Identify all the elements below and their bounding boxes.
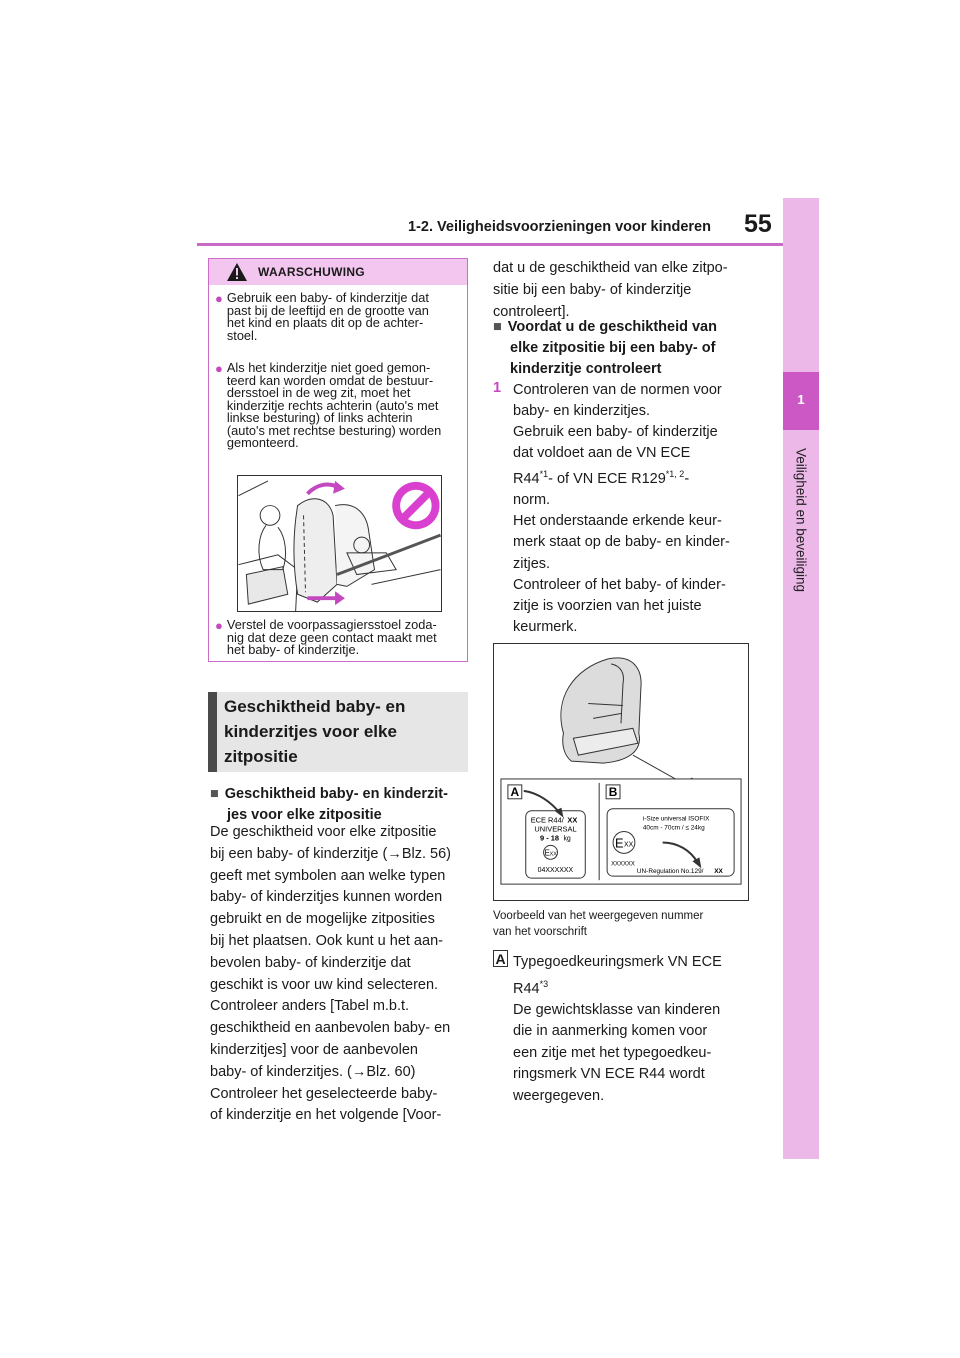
body-line: sitie bij een baby- of kinderzitje <box>493 281 692 298</box>
label-a-kg: kg <box>563 835 571 843</box>
body-line: baby- of kinderzitjes kunnen worden <box>210 889 443 906</box>
warning-text: kinderzitje rechts achterin (auto's met <box>226 397 439 413</box>
body-line: geschiktheid en aanbevolen baby- en <box>210 1020 451 1037</box>
callout-line <box>513 974 763 1000</box>
body-line: Controleer anders [Tabel m.b.t. <box>210 998 410 1015</box>
warning-text: linkse besturing) of links achterin <box>226 410 413 425</box>
bullet-icon: ● <box>215 361 223 376</box>
header-title: 1-2. Veiligheidsvoorzieningen voor kinderen <box>408 219 711 235</box>
caption-line: Voorbeeld van het weergegeven nummer <box>493 910 704 922</box>
label-b-e: E <box>615 835 624 851</box>
step-line: baby- en kinderzitjes. <box>513 403 651 420</box>
body-line: gebruikt en de mogelijke zitposities <box>210 911 435 928</box>
callout-a-text <box>513 952 763 1107</box>
footnote-ref: *1 <box>539 469 549 480</box>
body-line: dat u de geschiktheid van elke zitpo- <box>493 260 728 276</box>
step-line: Controleer of het baby- of kinder- <box>513 576 726 593</box>
figure-label-b: B <box>608 784 618 799</box>
body-line: baby- of kinderzitjes. (→Blz. 60) <box>210 1063 416 1080</box>
section-title-line: kinderzitjes voor elke <box>224 722 397 741</box>
chapter-side-strip <box>783 198 819 1159</box>
label-a-code: 04XXXXXX <box>537 867 574 875</box>
section-title-line: zitpositie <box>224 747 298 766</box>
step-line: merk staat op de baby- en kinder- <box>513 534 730 551</box>
body-line: bevolen baby- of kinderzitje dat <box>210 954 411 971</box>
callout-line: weergegeven. <box>513 1087 605 1104</box>
step-line: norm. <box>513 492 551 509</box>
approval-mark-figure <box>493 643 749 901</box>
label-a-line1: ECE R44/ <box>530 815 564 825</box>
step-text <box>513 380 763 638</box>
warning-text: Verstel de voorpassagiersstoel zoda- <box>226 617 437 632</box>
figure-caption <box>493 909 753 940</box>
caption-line: van het voorschrift <box>493 925 587 938</box>
body-line: of kinderzitje en het volgende [Voor- <box>210 1107 442 1124</box>
callout-line: Typegoedkeuringsmerk VN ECE <box>513 954 722 970</box>
step-line: zitje is voorzien van het juiste <box>513 597 702 614</box>
callout-label-a: A <box>493 950 508 967</box>
section-title <box>224 694 464 769</box>
body-line: controleert]. <box>493 303 570 320</box>
warning-text: stoel. <box>226 327 258 343</box>
right-intro-text <box>493 258 763 323</box>
label-b-regulation: UN-Regulation No.129/ <box>636 868 704 876</box>
body-line: De geschiktheid voor elke zitpositie <box>210 824 437 840</box>
left-body-text <box>210 822 470 1127</box>
warning-text: het kind en plaats dit op de achter- <box>226 315 424 330</box>
warning-text: teerd kan worden omdat de bestuur- <box>226 372 434 388</box>
page-number: 55 <box>744 210 772 238</box>
warning-item <box>215 362 465 450</box>
step-line: dat voldoet aan de VN ECE <box>513 445 691 462</box>
body-line: geschikt is voor uw kind selecteren. <box>210 976 439 993</box>
body-line: geeft met symbolen aan welke typen <box>210 867 446 884</box>
right-subheading <box>493 317 763 380</box>
callout-line: een zitje met het typegoedkeu- <box>513 1044 712 1061</box>
body-line: bij een baby- of kinderzitje (→Blz. 56) <box>210 845 451 862</box>
warning-text: het baby- of kinderzitje. <box>226 642 360 657</box>
callout-line: ringsmerk VN ECE R44 wordt <box>513 1066 705 1083</box>
label-b-exx: XX <box>623 841 634 849</box>
label-a-xx: XX <box>567 815 578 825</box>
footnote-ref: *1, 2 <box>665 469 685 480</box>
subheading-line: Voordat u de geschiktheid van <box>507 319 717 335</box>
warning-triangle-icon <box>226 262 248 282</box>
warning-text: past bij de leeftijd en de grootte van <box>226 302 429 318</box>
callout-line: De gewichtsklasse van kinderen <box>513 1001 721 1018</box>
subheading-line: elke zitpositie bij een baby- of <box>510 340 716 356</box>
label-a-weight: 9 - 18 <box>540 833 560 843</box>
warning-text: (auto's met rechtse besturing) worden <box>226 422 442 438</box>
step-line: Gebruik een baby- of kinderzitje <box>513 424 718 441</box>
bullet-icon: ● <box>215 291 223 306</box>
step-line: Het onderstaande erkende keur- <box>513 513 722 530</box>
label-a-line2: UNIVERSAL <box>534 824 577 834</box>
chapter-number: 1 <box>797 392 805 407</box>
label-a-e: E <box>544 848 550 858</box>
seat-conflict-illustration <box>237 475 442 612</box>
body-line: Controleer het geselecteerde baby- <box>210 1085 438 1102</box>
label-b-line1: i-Size universal ISOFIX <box>642 815 710 823</box>
standard-r44: R44 <box>513 471 540 488</box>
label-b-line2: 40cm - 70cm / ≤ 24kg <box>642 824 705 832</box>
step-number: 1 <box>493 380 502 396</box>
left-subheading <box>210 784 470 826</box>
step-line: zitjes. <box>513 555 551 572</box>
standard-r44: R44 <box>513 980 540 997</box>
header-rule <box>197 243 787 246</box>
step-line: Controleren van de normen voor <box>513 382 722 398</box>
warning-item <box>215 619 465 657</box>
square-bullet-icon: ■ <box>493 319 502 335</box>
body-line: bij het plaatsen. Ook kunt u het aan- <box>210 932 443 949</box>
section-title-line: Geschiktheid baby- en <box>224 697 406 716</box>
footnote-ref: *3 <box>539 978 549 989</box>
hyphen: - <box>684 471 690 488</box>
body-line: kinderzitjes] voor de aanbevolen <box>210 1041 418 1058</box>
warning-text: Als het kinderzitje niet goed gemon- <box>226 360 431 375</box>
warning-text: dersstoel in de weg zit, moet het <box>226 385 411 400</box>
figure-label-a: A <box>510 784 520 799</box>
label-a-exx: XX <box>549 851 557 858</box>
section-heading-bar <box>208 692 217 772</box>
warning-text: gemonteerd. <box>226 435 299 450</box>
bullet-icon: ● <box>215 618 223 633</box>
warning-text: nig dat deze geen contact maakt met <box>226 629 437 645</box>
subheading-line: Geschiktheid baby- en kinderzit- <box>224 786 448 802</box>
square-bullet-icon: ■ <box>210 786 219 802</box>
standard-r129: - of VN ECE R129 <box>548 471 666 488</box>
chapter-label: Veiligheid en beveiliging <box>793 447 809 593</box>
warning-title: WAARSCHUWING <box>258 265 365 279</box>
warning-text: Gebruik een baby- of kinderzitje dat <box>226 290 429 305</box>
step-line: keurmerk. <box>513 618 578 635</box>
subheading-line: kinderzitje controleert <box>510 361 662 377</box>
label-b-regulation-xx: XX <box>714 868 723 876</box>
warning-item <box>215 292 465 342</box>
subheading-line: jes voor elke zitpositie <box>227 807 382 823</box>
step-line <box>513 464 763 490</box>
callout-line: die in aanmerking komen voor <box>513 1023 708 1040</box>
label-b-code: XXXXXX <box>611 861 635 868</box>
